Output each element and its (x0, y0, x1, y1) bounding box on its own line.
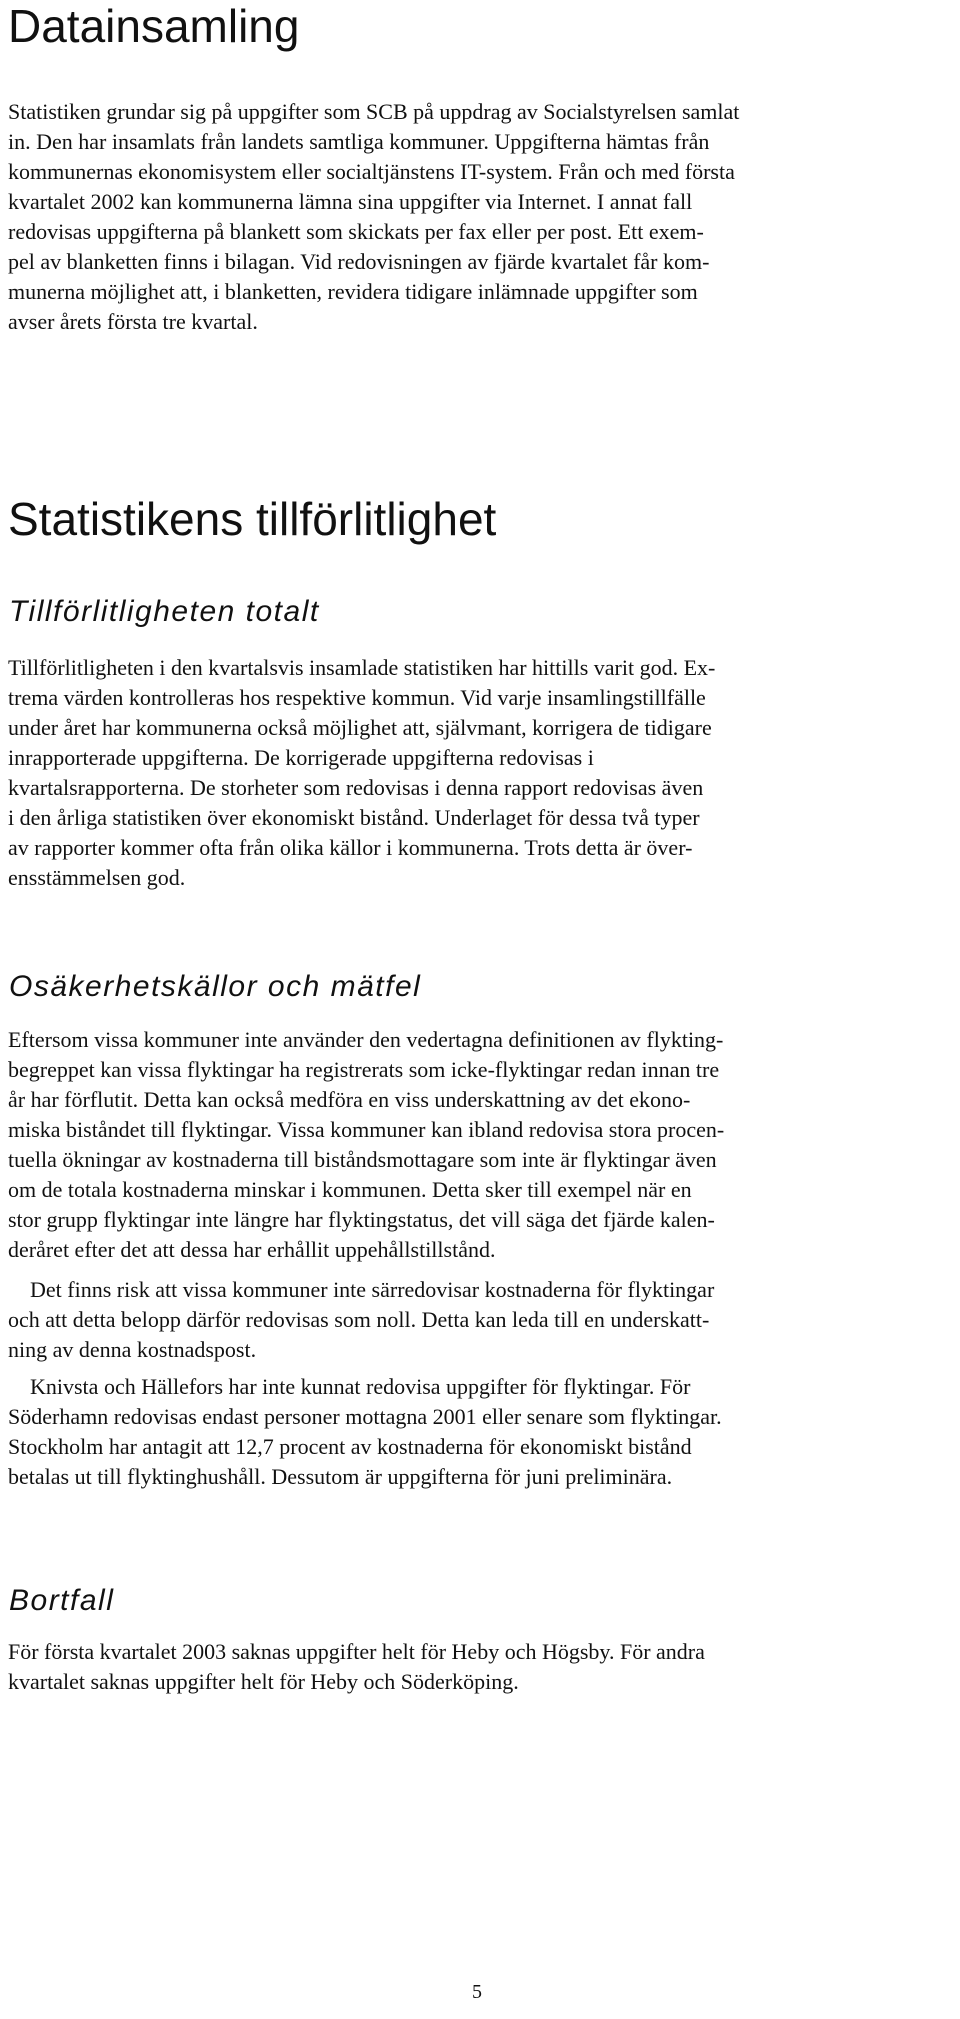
paragraph-tillforlitligheten-totalt: Tillförlitligheten i den kvartalsvis insamlade statistiken har hittills varit god. Ex- trema värden kontrolleras hos respektive kommun. Vid varje insamlingstillfälle under året har kommunerna också möjlighet att, självmant, korrigera de tidigare inrapporterade uppgifterna. De korrigerade uppgifterna redovisas i kvartalsrapporterna. De storheter som redovisas i denna rapport redovisas även i den årliga statistiken över ekonomiskt bistånd. Underlaget för dessa två typer av rapporter kommer ofta från olika källor i kommunerna. Trots detta är över- ensstämmelsen god. (8, 655, 716, 890)
paragraph-osakerhetskallor-2: Det finns risk att vissa kommuner inte särredovisar kostnaderna för flyktingar och att detta belopp därför redovisas som noll. Detta kan leda till en underskatt- ning av denna kostnadspost. (8, 1277, 715, 1362)
paragraph-bortfall: För första kvartalet 2003 saknas uppgifter helt för Heby och Högsby. För andra kvartalet saknas uppgifter helt för Heby och Söderköping. (8, 1639, 705, 1694)
paragraph-osakerhetskallor-1: Eftersom vissa kommuner inte använder den vedertagna definitionen av flykting- begreppet kan vissa flyktingar ha registrerats som icke-flyktingar redan innan tre år har förflutit. Detta kan också medföra en viss underskattning av det ekono- miska biståndet till flyktingar. Vissa kommuner kan ibland redovisa stora procen- tuella ökningar av kostnaderna till biståndsmottagare som inte är flyktingar även om de totala kostnaderna minskar i kommunen. Detta sker till exempel när en stor grupp flyktingar inte längre har flyktingstatus, det vill säga det fjärde kalen- deråret efter det att dessa har erhållit uppehållstillstånd. (8, 1027, 725, 1262)
page-number: 5 (472, 1981, 482, 2003)
subheading-bortfall: Bortfall (9, 1584, 115, 1617)
paragraph-osakerhetskallor-3: Knivsta och Hällefors har inte kunnat redovisa uppgifter för flyktingar. För Söderhamn redovisas endast personer mottagna 2001 eller senare som flyktingar. Stockholm har antagit att 12,7 procent av kostnaderna för ekonomiskt bistånd betalas ut till flyktinghushåll. Dessutom är uppgifterna för juni preliminära. (8, 1374, 722, 1489)
heading-datainsamling: Datainsamling (8, 0, 300, 52)
subheading-osakerhetskallor: Osäkerhetskällor och mätfel (9, 970, 422, 1003)
heading-statistikens-tillforlitlighet: Statistikens tillförlitlighet (8, 493, 497, 545)
subheading-tillforlitligheten-totalt: Tillförlitligheten totalt (9, 595, 320, 628)
paragraph-datainsamling: Statistiken grundar sig på uppgifter som SCB på uppdrag av Socialstyrelsen samlat in. Den har insamlats från landets samtliga kommuner. Uppgifterna hämtas från kommunernas ekonomisystem eller socialtjänstens IT-system. Från och med första kvartalet 2002 kan kommunerna lämna sina uppgifter via Internet. I annat fall redovisas uppgifterna på blankett som skickats per fax eller per post. Ett exem- pel av blanketten finns i bilagan. Vid redovisningen av fjärde kvartalet får kom- munerna möjlighet att, i blanketten, revidera tidigare inlämnade uppgifter som avser årets första tre kvartal. (8, 99, 740, 334)
